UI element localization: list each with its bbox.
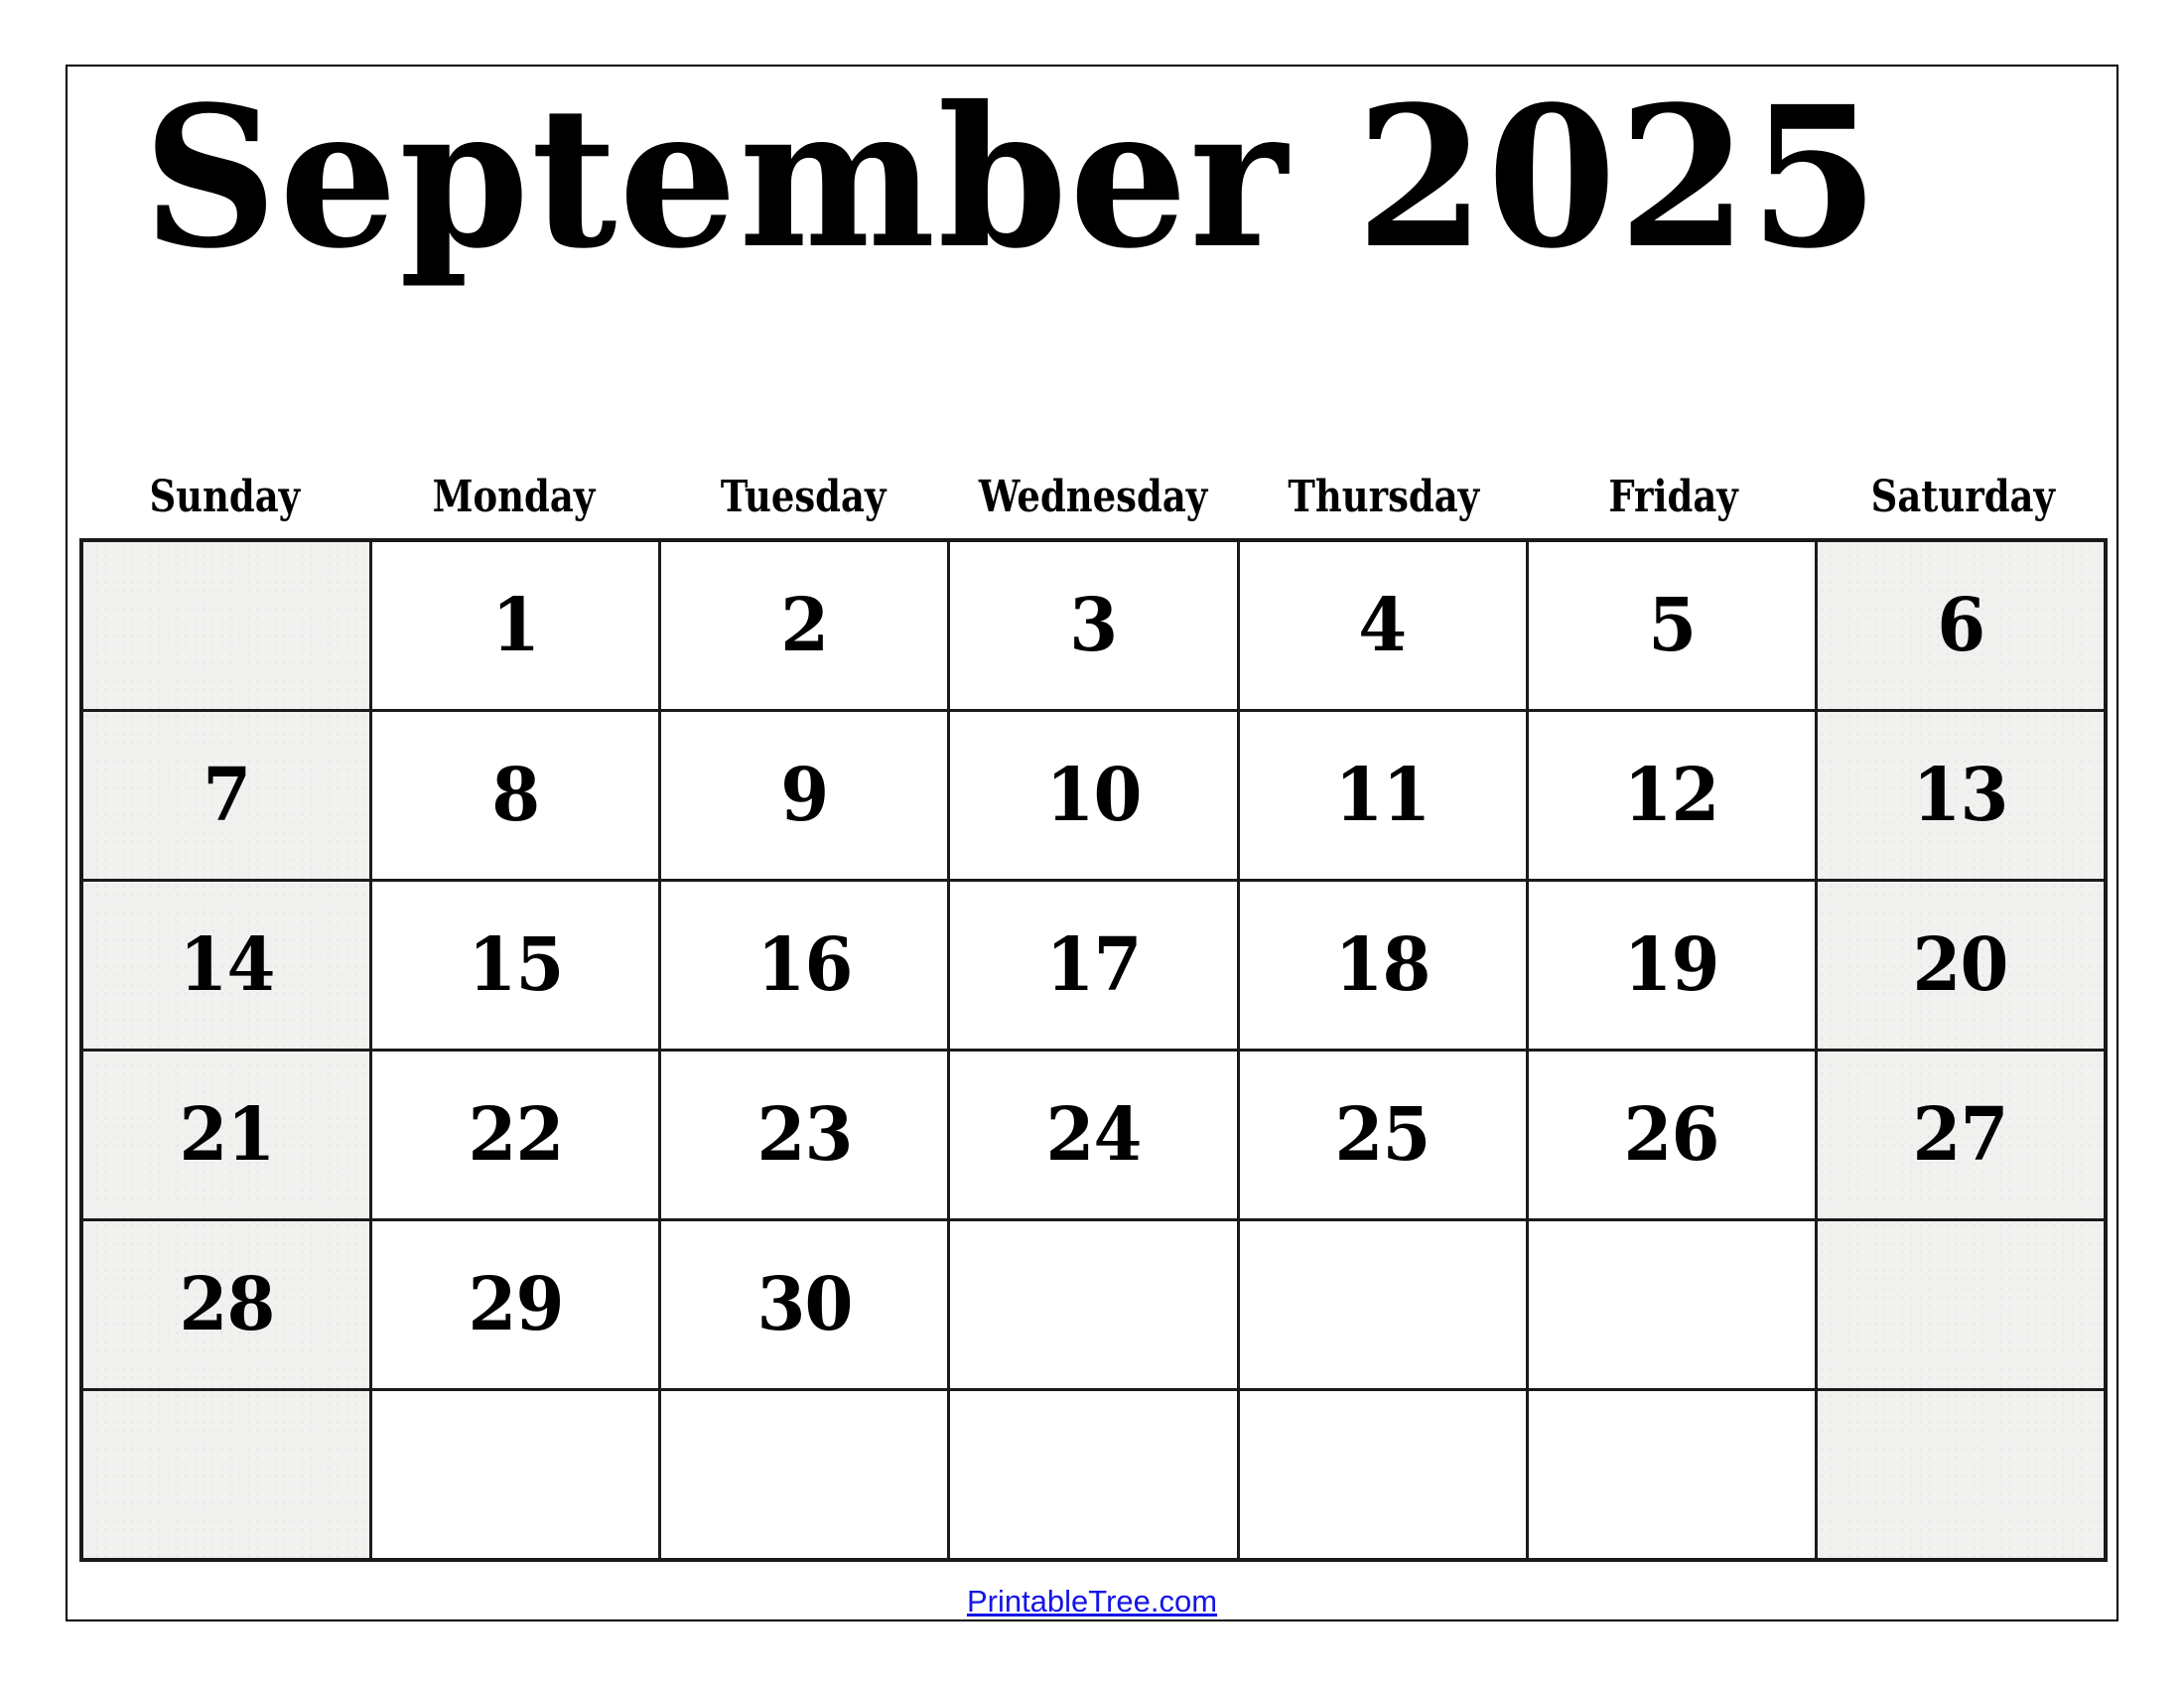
calendar-cell-r5-c4-empty <box>950 1221 1236 1388</box>
calendar-cell-r2-c4-day-10 <box>950 712 1236 879</box>
calendar-cell-r4-c5-day-25 <box>1240 1052 1526 1218</box>
calendar-cell-r5-c3-day-30 <box>661 1221 947 1388</box>
calendar-cell-r2-c7-day-13 <box>1818 712 2104 879</box>
calendar-cell-r2-c2-day-8 <box>372 712 658 879</box>
weekday-header-saturday <box>1818 469 2108 524</box>
calendar-cell-r3-c4-day-17 <box>950 882 1236 1049</box>
day-number-11: 11 <box>1334 753 1431 838</box>
footer-link[interactable]: PrintableTree.com <box>966 1584 1218 1618</box>
day-number-13: 13 <box>1912 753 2008 838</box>
calendar-cell-r3-c2-day-15 <box>372 882 658 1049</box>
calendar-cell-r4-c6-day-26 <box>1529 1052 1815 1218</box>
day-number-8: 8 <box>491 753 540 838</box>
day-number-2: 2 <box>780 583 829 668</box>
weekday-label: Wednesday <box>979 471 1208 522</box>
day-number-24: 24 <box>1045 1092 1142 1178</box>
calendar-grid <box>79 538 2108 1562</box>
day-number-16: 16 <box>756 922 853 1008</box>
weekday-label: Saturday <box>1870 471 2055 522</box>
day-number-3: 3 <box>1069 583 1118 668</box>
day-number-14: 14 <box>179 922 275 1008</box>
page-title: September 2025 <box>143 64 1881 291</box>
calendar-cell-r3-c7-day-20 <box>1818 882 2104 1049</box>
calendar-cell-r6-c1-empty <box>83 1391 369 1558</box>
day-number-6: 6 <box>1936 583 1984 668</box>
calendar-cell-r1-c7-day-6 <box>1818 542 2104 709</box>
calendar-cell-r5-c6-empty <box>1529 1221 1815 1388</box>
day-number-9: 9 <box>780 753 829 838</box>
footer <box>68 1584 2116 1619</box>
weekday-label: Tuesday <box>721 471 887 522</box>
day-number-10: 10 <box>1045 753 1142 838</box>
calendar-cell-r6-c5-empty <box>1240 1391 1526 1558</box>
calendar-cell-r4-c2-day-22 <box>372 1052 658 1218</box>
day-number-26: 26 <box>1623 1092 1719 1178</box>
weekday-header-wednesday <box>949 469 1239 524</box>
day-number-21: 21 <box>179 1092 275 1178</box>
weekday-header-monday <box>369 469 659 524</box>
weekday-header-sunday <box>79 469 369 524</box>
weekday-label: Monday <box>432 471 596 522</box>
calendar-cell-r4-c1-day-21 <box>83 1052 369 1218</box>
calendar-cell-r6-c3-empty <box>661 1391 947 1558</box>
calendar-cell-r5-c1-day-28 <box>83 1221 369 1388</box>
day-number-28: 28 <box>179 1262 275 1347</box>
calendar-cell-r3-c6-day-19 <box>1529 882 1815 1049</box>
calendar-cell-r1-c3-day-2 <box>661 542 947 709</box>
day-number-1: 1 <box>491 583 540 668</box>
calendar-cell-r2-c3-day-9 <box>661 712 947 879</box>
day-number-20: 20 <box>1912 922 2008 1008</box>
weekday-label: Sunday <box>149 471 300 522</box>
weekday-header-tuesday <box>659 469 949 524</box>
calendar-cell-r4-c3-day-23 <box>661 1052 947 1218</box>
calendar-cell-r6-c6-empty <box>1529 1391 1815 1558</box>
calendar-cell-r1-c6-day-5 <box>1529 542 1815 709</box>
calendar-cell-r6-c2-empty <box>372 1391 658 1558</box>
day-number-17: 17 <box>1045 922 1142 1008</box>
day-number-18: 18 <box>1334 922 1431 1008</box>
day-number-23: 23 <box>756 1092 853 1178</box>
day-number-25: 25 <box>1334 1092 1431 1178</box>
calendar-cell-r1-c1-empty <box>83 542 369 709</box>
calendar-cell-r5-c5-empty <box>1240 1221 1526 1388</box>
weekday-label: Thursday <box>1287 471 1479 522</box>
calendar-cell-r1-c5-day-4 <box>1240 542 1526 709</box>
day-number-30: 30 <box>756 1262 853 1347</box>
day-number-22: 22 <box>468 1092 564 1178</box>
weekday-header-friday <box>1528 469 1818 524</box>
calendar-cell-r1-c2-day-1 <box>372 542 658 709</box>
day-number-19: 19 <box>1623 922 1719 1008</box>
calendar-cell-r4-c4-day-24 <box>950 1052 1236 1218</box>
day-number-15: 15 <box>468 922 564 1008</box>
calendar-page <box>66 65 2118 1621</box>
calendar-cell-r5-c2-day-29 <box>372 1221 658 1388</box>
calendar-cell-r3-c5-day-18 <box>1240 882 1526 1049</box>
calendar-cell-r6-c7-empty <box>1818 1391 2104 1558</box>
weekday-header-thursday <box>1238 469 1528 524</box>
calendar-cell-r4-c7-day-27 <box>1818 1052 2104 1218</box>
weekday-label: Friday <box>1608 471 1738 522</box>
calendar-cell-r2-c5-day-11 <box>1240 712 1526 879</box>
day-number-12: 12 <box>1623 753 1719 838</box>
weekday-header-row <box>79 469 2108 524</box>
day-number-5: 5 <box>1647 583 1696 668</box>
calendar-cell-r2-c6-day-12 <box>1529 712 1815 879</box>
calendar-cell-r6-c4-empty <box>950 1391 1236 1558</box>
day-number-7: 7 <box>203 753 251 838</box>
day-number-4: 4 <box>1358 583 1407 668</box>
calendar-cell-r3-c3-day-16 <box>661 882 947 1049</box>
calendar-cell-r3-c1-day-14 <box>83 882 369 1049</box>
calendar-cell-r5-c7-empty <box>1818 1221 2104 1388</box>
day-number-27: 27 <box>1912 1092 2008 1178</box>
calendar-cell-r1-c4-day-3 <box>950 542 1236 709</box>
calendar-cell-r2-c1-day-7 <box>83 712 369 879</box>
day-number-29: 29 <box>468 1262 564 1347</box>
